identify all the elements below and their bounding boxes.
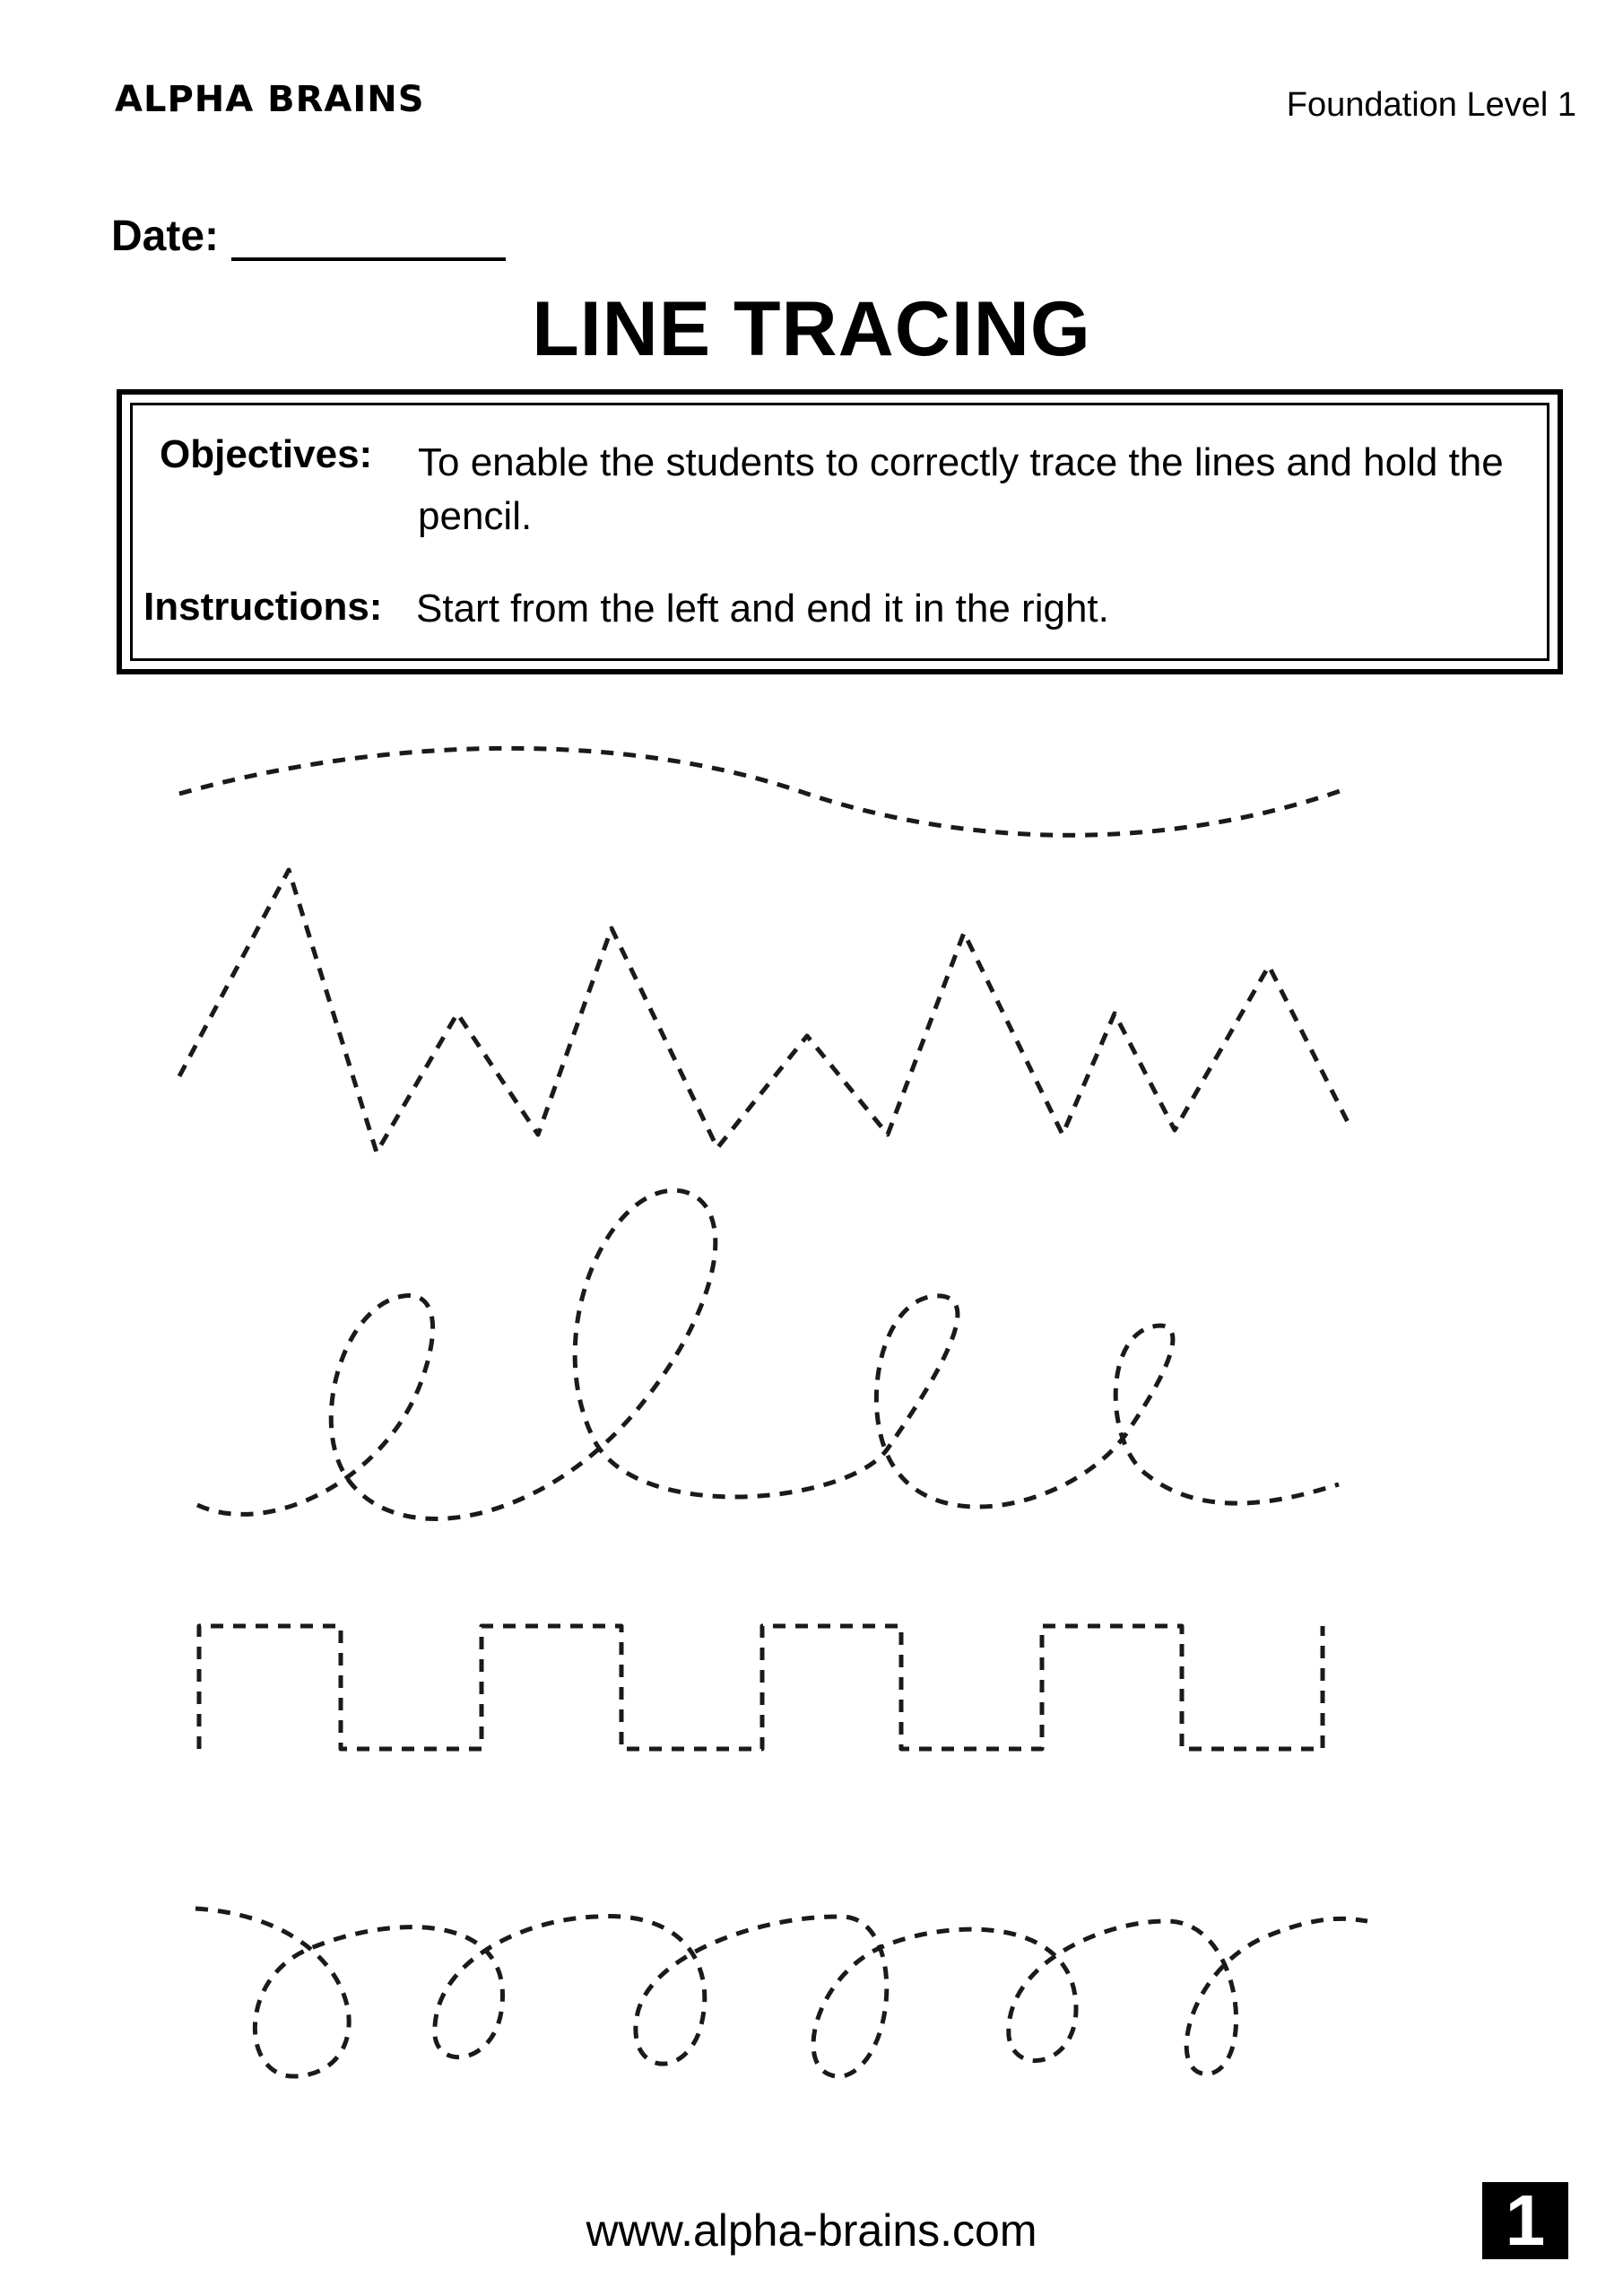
footer-url[interactable]: www.alpha-brains.com bbox=[586, 2205, 1037, 2256]
brand-logo: ALPHA BRAINS bbox=[115, 79, 425, 120]
loop-line[interactable] bbox=[197, 1190, 1339, 1518]
objectives-text: To enable the students to correctly trace the lines and hold the pencil. bbox=[418, 440, 1504, 538]
small-loop-line[interactable] bbox=[195, 1909, 1367, 2076]
date-label: Date: bbox=[111, 213, 220, 260]
zigzag-line[interactable] bbox=[179, 870, 1350, 1152]
instructions-text: Start from the left and end it in the right. bbox=[416, 587, 1109, 631]
page-number-badge: 1 bbox=[1482, 2182, 1568, 2259]
square-wave-line[interactable] bbox=[199, 1626, 1323, 1749]
instructions-label: Instructions: bbox=[143, 585, 383, 629]
wave-line[interactable] bbox=[179, 748, 1345, 835]
objectives-label: Objectives: bbox=[160, 432, 373, 476]
level-label: Foundation Level 1 bbox=[1286, 86, 1576, 124]
page-title: LINE TRACING bbox=[532, 286, 1091, 372]
